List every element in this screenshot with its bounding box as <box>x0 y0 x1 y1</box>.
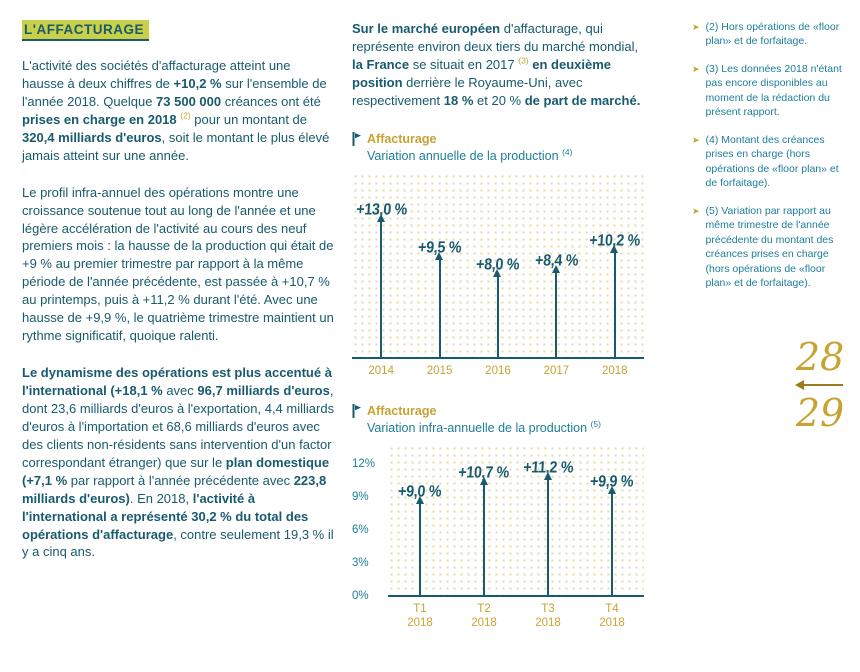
up-arrow-icon <box>614 252 616 357</box>
chart-x-tick-label: 2015 <box>426 364 453 377</box>
chart-subtitle <box>367 146 644 163</box>
up-arrow-icon <box>419 503 421 595</box>
margin-note-text: (5) Variation par rapport au même trimestre de l'année précédente du montant des créances prises en charge (hors opérations de «floor plan» et de forfaitage). <box>705 204 834 290</box>
chart-legend <box>352 132 644 146</box>
text-segment: plan domestique (+7,1 % <box>22 454 330 488</box>
text-segment: et 20 % <box>473 92 525 108</box>
up-arrow-icon <box>611 493 613 595</box>
margin-note-text: (3) Les données 2018 n'étant pas encore disponibles au moment de la rédaction du présent rapport. <box>705 62 842 119</box>
chart-x-axis <box>352 364 644 378</box>
text-segment: créances ont été <box>221 93 321 109</box>
chart-y-tick-label: 9% <box>352 491 369 504</box>
chart-x-axis <box>388 602 644 631</box>
up-arrow-icon <box>555 272 557 357</box>
left-arrow-icon <box>797 384 843 386</box>
chart-x-tick-label: T3 2018 <box>535 603 561 630</box>
page-number-top: 28 <box>795 335 845 379</box>
chart-plot-area <box>352 173 644 359</box>
text-segment: avec <box>162 383 198 398</box>
text-segment: l'activité à l'international a représenté 30,2 % du total des opérations d'affacturage <box>22 490 309 542</box>
chart-x-tick-label: T1 2018 <box>407 603 433 630</box>
arrow-bullet-icon: ➤ <box>692 134 700 145</box>
chart-legend <box>352 404 644 418</box>
text-segment: , dont 23,6 milliards d'euros à l'exportation, 4,4 milliards d'euros à l'importation et 68,6 milliards d'euros avec des clients non-résidents sans intervention d'un factor correspondant étranger) que sur le <box>22 383 335 470</box>
chart-y-tick-label: 6% <box>352 524 369 537</box>
chart-arrow-column <box>517 459 578 595</box>
arrow-bullet-icon: ➤ <box>692 63 700 74</box>
paragraph-quarterly-profile <box>22 184 336 345</box>
chart-infra-annual-variation <box>352 404 644 631</box>
text-segment: L'activité des sociétés d'affacturage atteint une hausse à deux chiffres de <box>22 58 291 91</box>
chart-arrow-column <box>529 252 584 357</box>
text-segment: se situait en 2017 <box>409 56 519 72</box>
chart-annual-variation <box>352 132 644 378</box>
text-segment: Sur le marché européen <box>352 21 501 36</box>
up-arrow-icon <box>380 221 382 357</box>
page-navigation <box>790 335 850 435</box>
page-title: L'AFFACTURAGE <box>22 20 149 41</box>
chart-arrow-column <box>470 256 525 357</box>
footnote-ref-5: (5) <box>590 418 601 429</box>
chart-x-tick-label: 2014 <box>368 364 394 377</box>
chart-value-label: +9,0 % <box>397 482 443 501</box>
paragraph-european-market <box>352 20 644 110</box>
up-arrow-icon <box>497 276 499 357</box>
chart-plot-area <box>388 445 644 597</box>
text-segment: 320,4 milliards d'euros <box>22 129 162 145</box>
text-segment: . En 2018, <box>129 490 193 506</box>
up-arrow-icon <box>483 484 485 595</box>
text-segment: pour un montant de <box>190 111 308 127</box>
chart-arrow-column <box>389 483 450 595</box>
text-segment: sur l'ensemble de l'année 2018. Quelque <box>22 75 327 109</box>
chart-subtitle <box>367 418 644 436</box>
chart-x-tick-label: T2 2018 <box>471 603 497 630</box>
text-segment: derrière le Royaume-Uni, avec respectivement <box>352 74 583 108</box>
chart-value-label: +10,2 % <box>588 231 641 250</box>
chart-value-label: +9,5 % <box>417 238 462 257</box>
left-column <box>22 20 336 580</box>
margin-note-3 <box>692 62 844 120</box>
chart-x-tick-label: T4 2018 <box>599 603 625 630</box>
text-segment: 73 500 000 <box>156 93 222 109</box>
footnote-ref: (2) <box>180 110 191 121</box>
text-segment: Le profil infra-annuel des opérations montre une croissance soutenue tout au long de l'année et une légère accélération de l'activité au cours des neuf premiers mois : la hausse de la production qui était de +9 % au premier trimestre par rapport à la même période de l'année précédente, est passée à +10,7 % au printemps, puis à +11,2 % durant l'été. Avec une hausse de +9,9 %, le quatrième trimestre maintient un rythme significatif, quoique ralenti. <box>22 184 334 344</box>
chart-subtitle-text: Variation infra-annuelle de la production <box>367 421 588 436</box>
paragraph-international <box>22 364 336 561</box>
arrow-bullet-icon: ➤ <box>692 205 700 216</box>
text-segment: en deuxième position <box>352 56 612 90</box>
text-segment: , soit le montant le plus élevé jamais atteint sur une année. <box>22 129 330 163</box>
chart-arrow-column <box>353 201 408 357</box>
text-segment: , contre seulement 19,3 % il y a cinq ans. <box>22 526 334 560</box>
chart-value-label: +10,7 % <box>458 463 510 482</box>
text-segment: la France <box>352 56 410 72</box>
chart-x-tick-label: 2018 <box>601 364 628 377</box>
margin-note-4 <box>692 133 844 191</box>
up-arrow-icon <box>439 259 441 357</box>
text-segment: prises en charge en 2018 <box>22 111 181 127</box>
text-segment: 18 % <box>443 92 474 108</box>
chart-y-axis <box>352 445 388 603</box>
chart-value-label: +8,0 % <box>475 255 521 274</box>
footnote-ref-4: (4) <box>562 146 573 157</box>
paragraph-activity <box>22 57 336 165</box>
up-arrow-icon <box>547 479 549 595</box>
chart-value-label: +13,0 % <box>355 200 408 219</box>
chart-y-tick-label: 12% <box>352 458 376 471</box>
chart-arrow-column <box>453 464 514 595</box>
text-segment: de part de marché. <box>524 92 641 108</box>
page-number-bottom: 29 <box>795 390 845 435</box>
chart-y-tick-label: 3% <box>352 557 369 570</box>
text-segment: 96,7 milliards d'euros <box>197 383 330 398</box>
arrow-bullet-icon: ➤ <box>692 22 700 32</box>
chart-body <box>352 445 644 631</box>
margin-note-text: (2) Hors opérations de «floor plan» et de forfaitage. <box>705 21 840 48</box>
margin-note-text: (4) Montant des créances prises en charge (hors opérations de «floor plan» et de forfaitage). <box>705 133 839 190</box>
chart-legend-label: Affacturage <box>367 131 437 146</box>
chart-arrow-column <box>581 473 642 595</box>
chart-value-label: +11,2 % <box>522 458 574 477</box>
chart-subtitle-text: Variation annuelle de la production <box>367 148 559 163</box>
margin-note-2 <box>692 20 844 49</box>
text-segment: par rapport à l'année précédente avec <box>67 472 294 488</box>
middle-column <box>352 20 644 657</box>
chart-value-label: +8,4 % <box>534 251 579 270</box>
margin-notes-column <box>692 20 844 304</box>
text-segment: Le dynamisme des opérations est plus accentué à l'international (+18,1 % <box>22 365 332 398</box>
chart-arrow-column <box>587 232 642 357</box>
chart-value-label: +9,9 % <box>589 472 635 491</box>
text-segment: 223,8 milliards d'euros) <box>22 472 327 506</box>
chart-arrow-column <box>412 239 467 357</box>
chart-plot-wrap <box>388 445 644 631</box>
footnote-ref: (3) <box>518 55 529 66</box>
text-segment: d'affacturage, qui représente environ deux tiers du marché mondial, <box>352 21 639 54</box>
chart-y-tick-label: 0% <box>352 590 369 603</box>
chart-x-tick-label: 2016 <box>485 364 511 377</box>
flag-icon <box>352 132 361 146</box>
text-segment: +10,2 % <box>173 75 222 91</box>
flag-icon <box>352 404 361 418</box>
chart-legend-label: Affacturage <box>367 404 437 419</box>
margin-note-5 <box>692 204 844 291</box>
chart-x-tick-label: 2017 <box>543 364 570 377</box>
